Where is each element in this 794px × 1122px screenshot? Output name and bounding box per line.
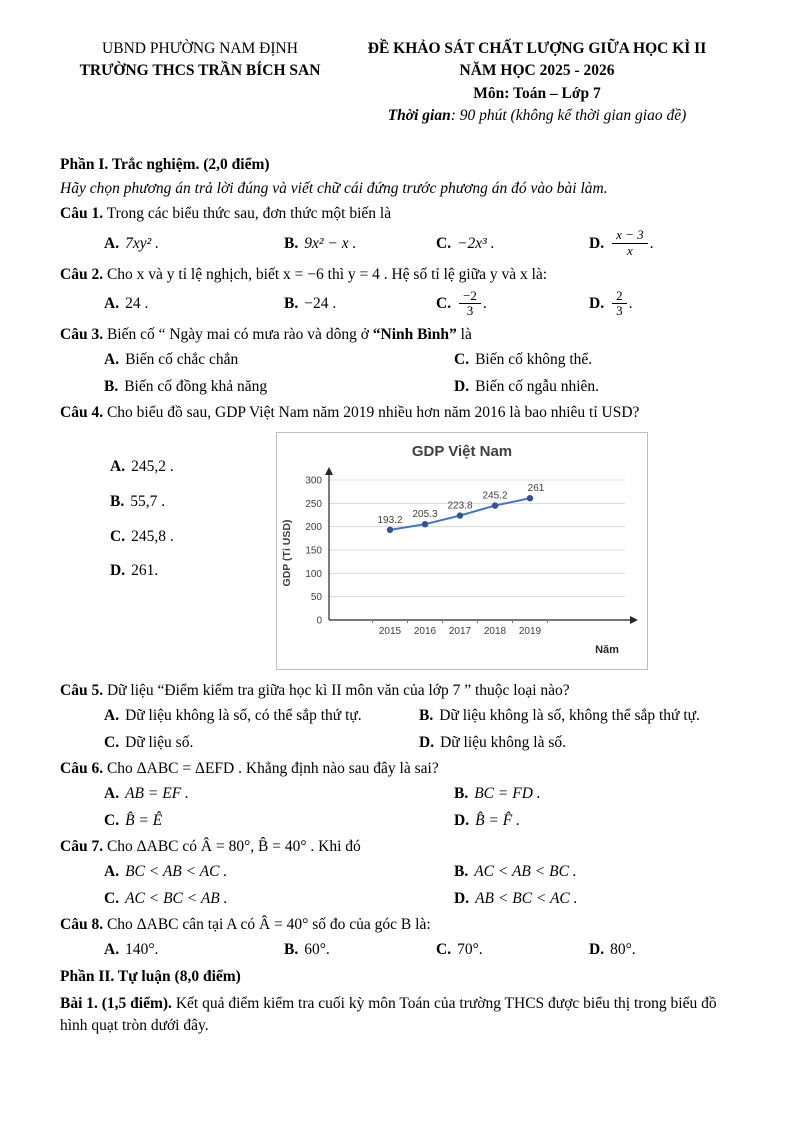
question-2-text: Cho x và y tỉ lệ nghịch, biết x = −6 thì y = 4 . Hệ số tỉ lệ giữa y và x là: [106, 265, 548, 283]
question-7-stem [60, 836, 734, 858]
option-text: Biến cố đồng khả năng [124, 377, 268, 395]
question-2-option-b [284, 293, 436, 315]
question-5-option-c [104, 732, 419, 754]
option-key: A. [104, 941, 120, 958]
option-key: D. [454, 811, 470, 829]
svg-text:200: 200 [305, 522, 322, 534]
question-4 [60, 402, 734, 670]
question-7 [60, 836, 734, 909]
question-2-options [60, 289, 734, 320]
svg-text:GDP (Tỉ USD): GDP (Tỉ USD) [281, 519, 293, 587]
option-text: AB < BC < AC . [475, 889, 578, 907]
svg-text:Năm: Năm [595, 644, 619, 657]
fraction-denominator: 3 [459, 303, 481, 319]
option-key: A. [104, 234, 120, 252]
svg-text:223.8: 223.8 [447, 500, 473, 512]
svg-text:2017: 2017 [448, 626, 472, 638]
fraction [459, 289, 481, 320]
svg-text:2015: 2015 [378, 626, 402, 638]
option-key: C. [104, 811, 120, 829]
question-4-option-c [110, 526, 276, 548]
chart-svg [277, 465, 647, 665]
exercise-1-text: Kết quả điểm kiểm tra cuối kỳ môn Toán của trường THCS được biểu thị trong biểu đồ hình quạt tròn dưới đây. [60, 995, 717, 1035]
question-2-stem [60, 264, 734, 286]
option-text: BC < AB < AC . [125, 862, 228, 880]
question-1 [60, 203, 734, 259]
option-key: D. [419, 733, 435, 751]
option-suffix: . [628, 295, 633, 313]
option-key: A. [104, 295, 120, 313]
question-7-label: Câu 7. [60, 838, 104, 856]
question-2-option-d [589, 289, 734, 320]
option-key: C. [110, 527, 126, 545]
option-text: 245,2 . [131, 458, 174, 476]
question-4-text: Cho biểu đồ sau, GDP Việt Nam năm 2019 nhiều hơn năm 2016 là bao nhiêu tỉ USD? [106, 404, 640, 422]
fraction [612, 289, 627, 320]
question-7-options-row1 [60, 861, 734, 883]
question-3-option-c [454, 349, 592, 371]
option-key: D. [454, 889, 470, 907]
question-1-label: Câu 1. [60, 205, 104, 223]
option-key: B. [284, 941, 299, 958]
option-text: AB = EF . [125, 784, 189, 802]
question-4-option-b [110, 491, 276, 513]
question-3-text-pre: Biến cố “ Ngày mai có mưa rào và dông ở [106, 326, 373, 344]
option-key: C. [454, 351, 470, 369]
svg-text:245.2: 245.2 [482, 490, 508, 502]
question-3-text-post: là [456, 326, 472, 344]
question-5-options-row2 [60, 732, 734, 754]
svg-text:0: 0 [316, 615, 322, 627]
option-key: A. [110, 458, 126, 476]
question-7-text: Cho ΔABC có Â = 80°, B̂ = 40° . Khi đó [106, 838, 361, 856]
part1-title: Phần I. Trắc nghiệm. (2,0 điểm) [60, 155, 270, 173]
svg-text:100: 100 [305, 568, 322, 580]
question-8-option-d [589, 939, 734, 961]
option-text: 55,7 . [130, 492, 166, 510]
question-1-option-a [104, 233, 284, 255]
option-key: B. [104, 377, 119, 395]
question-4-options [60, 432, 276, 670]
option-text: B̂ = F̂ . [475, 811, 520, 829]
option-text: 24 . [125, 295, 149, 313]
option-key: D. [110, 562, 126, 580]
svg-text:2016: 2016 [413, 626, 437, 638]
question-3 [60, 324, 734, 397]
question-3-stem [60, 324, 734, 346]
question-3-option-d [454, 376, 599, 398]
fraction-denominator: x [612, 243, 648, 259]
option-key: A. [104, 784, 120, 802]
option-text: Dữ liệu không là số. [440, 733, 567, 751]
question-7-option-c [104, 888, 454, 910]
option-key: B. [284, 234, 299, 252]
option-text: 70°. [457, 941, 483, 958]
header-right [340, 38, 734, 128]
option-key: C. [436, 295, 452, 313]
option-text: Dữ liệu không là số, không thể sắp thứ tự. [439, 706, 700, 724]
question-3-label: Câu 3. [60, 326, 104, 344]
option-key: D. [589, 941, 605, 958]
option-text: Biến cố chắc chắn [125, 351, 239, 369]
svg-text:193.2: 193.2 [377, 514, 403, 526]
question-1-options [60, 228, 734, 259]
exam-header [60, 38, 734, 128]
question-4-label: Câu 4. [60, 404, 104, 422]
question-1-option-b [284, 233, 436, 255]
option-text: 245,8 . [131, 527, 174, 545]
question-8-stem [60, 914, 734, 936]
question-6-option-b [454, 783, 541, 805]
svg-text:50: 50 [310, 592, 322, 604]
option-key: A. [104, 862, 120, 880]
svg-text:2018: 2018 [483, 626, 507, 638]
option-text: 140°. [125, 941, 159, 958]
svg-text:2019: 2019 [518, 626, 542, 638]
question-3-options-row1 [60, 349, 734, 371]
question-5-option-b [419, 705, 700, 727]
option-text: BC = FD . [474, 784, 541, 802]
question-5 [60, 680, 734, 753]
option-text: AC < BC < AB . [125, 889, 228, 907]
organization-name: UBND PHƯỜNG NAM ĐỊNH [102, 40, 298, 57]
option-key: D. [589, 234, 605, 252]
part2-title: Phần II. Tự luận (8,0 điểm) [60, 967, 241, 985]
question-6-option-c [104, 810, 454, 832]
question-3-option-a [104, 349, 454, 371]
exam-title: ĐỀ KHẢO SÁT CHẤT LƯỢNG GIỮA HỌC KÌ II [367, 40, 707, 57]
school-year: NĂM HỌC 2025 - 2026 [459, 62, 615, 80]
option-suffix: . [482, 295, 487, 313]
question-6-label: Câu 6. [60, 760, 104, 778]
fraction-numerator: −2 [463, 287, 477, 303]
question-3-option-b [104, 376, 454, 398]
option-key: C. [436, 941, 452, 958]
question-3-text-bold: “Ninh Bình” [372, 326, 457, 344]
option-text: Dữ liệu không là số, có thể sắp thứ tự. [125, 706, 362, 724]
option-key: D. [589, 295, 605, 313]
question-4-stem [60, 402, 734, 424]
svg-text:300: 300 [305, 475, 322, 487]
fraction-numerator: 2 [616, 287, 623, 303]
question-6-text: Cho ΔABC = ΔEFD . Khẳng định nào sau đây là sai? [106, 760, 439, 778]
question-4-body [60, 432, 734, 670]
option-text: Biến cố không thể. [475, 351, 593, 369]
fraction [612, 228, 648, 259]
option-key: C. [436, 234, 452, 252]
option-text: AC < AB < BC . [474, 862, 577, 880]
option-text: 9x² − x . [304, 234, 357, 252]
question-3-options-row2 [60, 376, 734, 398]
question-1-stem [60, 203, 734, 225]
option-key: B. [110, 492, 125, 510]
time-value: : 90 phút (không kể thời gian giao đề) [450, 107, 687, 125]
chart-title: GDP Việt Nam [411, 443, 513, 461]
question-7-options-row2 [60, 888, 734, 910]
question-2-option-c [436, 289, 589, 320]
fraction-numerator: x − 3 [616, 226, 644, 242]
question-5-options-row1 [60, 705, 734, 727]
time-label: Thời gian [387, 107, 451, 125]
option-key: A. [104, 706, 120, 724]
question-6-stem [60, 758, 734, 780]
option-key: B. [454, 784, 469, 802]
question-8 [60, 914, 734, 960]
option-text: −24 . [304, 295, 337, 313]
question-8-label: Câu 8. [60, 916, 104, 934]
svg-text:150: 150 [305, 545, 322, 557]
svg-text:205.3: 205.3 [412, 509, 438, 521]
school-name: TRƯỜNG THCS TRẦN BÍCH SAN [79, 62, 321, 80]
option-key: B. [284, 295, 299, 313]
question-4-option-d [110, 560, 276, 582]
option-text: 261. [131, 562, 159, 580]
question-4-option-a [110, 456, 276, 478]
question-8-options [60, 939, 734, 961]
question-5-option-d [419, 732, 566, 754]
option-key: D. [454, 377, 470, 395]
option-key: B. [454, 862, 469, 880]
option-text: 60°. [304, 941, 330, 958]
question-8-option-b [284, 939, 436, 961]
question-1-option-d [589, 228, 734, 259]
question-6 [60, 758, 734, 831]
question-5-text: Dữ liệu “Điểm kiểm tra giữa học kì II môn văn của lớp 7 ” thuộc loại nào? [106, 682, 570, 700]
question-8-text: Cho ΔABC cân tại A có Â = 40° số đo của góc B là: [106, 916, 431, 934]
question-5-stem [60, 680, 734, 702]
time-line [340, 105, 734, 127]
question-1-text: Trong các biểu thức sau, đơn thức một biến là [106, 205, 392, 223]
option-key: C. [104, 733, 120, 751]
option-text: 7xy² . [125, 234, 159, 252]
option-text: 80°. [610, 941, 636, 958]
question-5-label: Câu 5. [60, 682, 104, 700]
svg-text:261: 261 [527, 483, 545, 495]
question-6-options-row1 [60, 783, 734, 805]
question-6-option-d [454, 810, 520, 832]
option-suffix: . [649, 234, 654, 252]
question-8-option-c [436, 939, 589, 961]
part1-instruction: Hãy chọn phương án trả lời đúng và viết chữ cái đứng trước phương án đó vào bài làm. [60, 179, 608, 197]
question-2-label: Câu 2. [60, 265, 104, 283]
question-8-option-a [104, 939, 284, 961]
question-2 [60, 264, 734, 320]
exercise-1-label: Bài 1. (1,5 điểm). [60, 995, 172, 1013]
question-5-option-a [104, 705, 419, 727]
question-6-option-a [104, 783, 454, 805]
subject-line: Môn: Toán – Lớp 7 [473, 84, 601, 102]
question-6-options-row2 [60, 810, 734, 832]
exercise-1 [60, 993, 734, 1036]
option-key: A. [104, 351, 120, 369]
option-text: Biến cố ngẫu nhiên. [475, 377, 600, 395]
fraction-denominator: 3 [612, 303, 627, 319]
option-text: −2x³ . [457, 234, 495, 252]
question-1-option-c [436, 233, 589, 255]
option-text: Dữ liệu số. [125, 733, 194, 751]
header-left [60, 38, 340, 128]
question-7-option-d [454, 888, 578, 910]
question-7-option-b [454, 861, 577, 883]
question-7-option-a [104, 861, 454, 883]
gdp-chart [276, 432, 648, 670]
option-key: C. [104, 889, 120, 907]
svg-text:250: 250 [305, 498, 322, 510]
option-text: B̂ = Ê [125, 811, 163, 829]
option-key: B. [419, 706, 434, 724]
question-2-option-a [104, 293, 284, 315]
